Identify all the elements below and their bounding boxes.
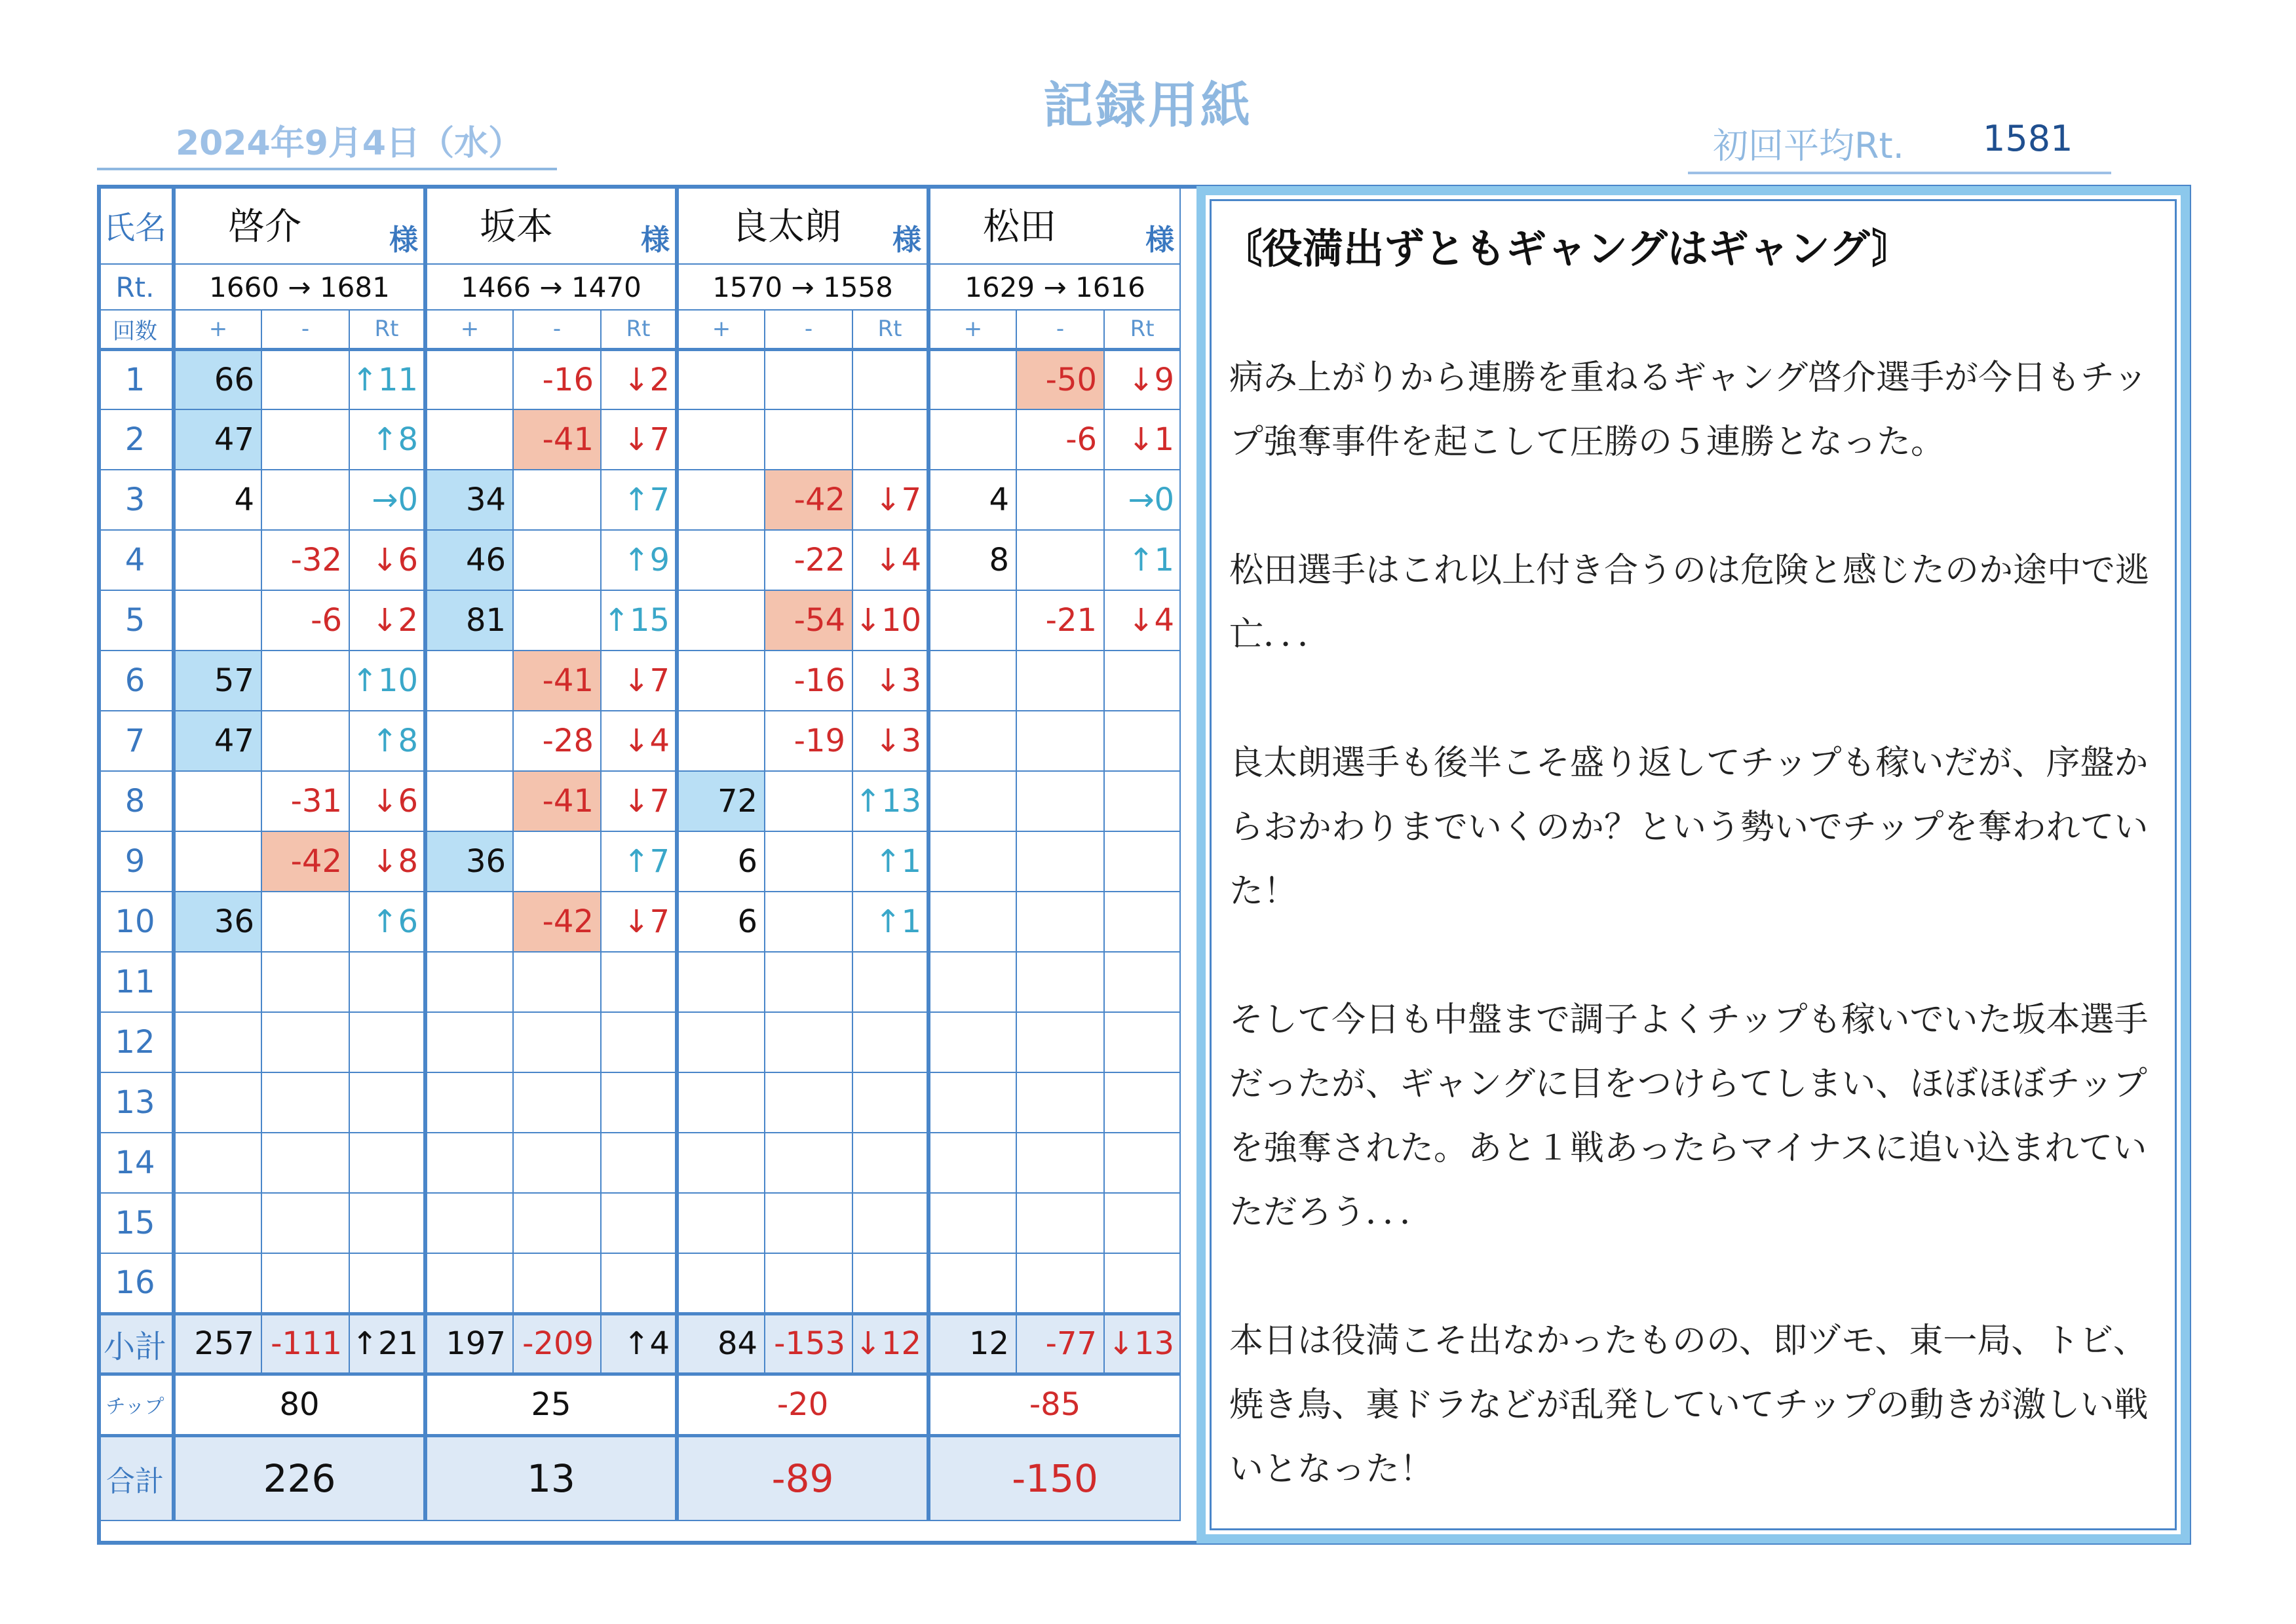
comment-paragraph: 良太朗選手も後半こそ盛り返してチップも稼いだが、序盤からおかわりまでいくのか？という勢いでチップを奪われていた！ bbox=[1229, 744, 2149, 911]
rating-change: ↑6 bbox=[349, 892, 425, 952]
plus-score bbox=[928, 952, 1016, 1012]
subtotal-minus: -153 bbox=[765, 1313, 852, 1374]
minus-column-header: - bbox=[1016, 310, 1104, 349]
rating-change: ↑9 bbox=[601, 530, 677, 590]
minus-score: -6 bbox=[261, 590, 349, 651]
rating-change bbox=[601, 952, 677, 1012]
rating-change: ↓4 bbox=[601, 711, 677, 771]
subtotal-minus: -111 bbox=[261, 1313, 349, 1374]
plus-score bbox=[677, 1253, 765, 1313]
chip-value: 80 bbox=[174, 1374, 425, 1435]
rating-change: ↓6 bbox=[349, 530, 425, 590]
rating-change: ↑8 bbox=[349, 409, 425, 470]
rating-change bbox=[1104, 1012, 1180, 1072]
plus-score bbox=[174, 771, 261, 831]
round-number: 10 bbox=[98, 892, 174, 952]
rating-change: ↑7 bbox=[601, 470, 677, 530]
plus-score bbox=[677, 349, 765, 409]
plus-score bbox=[677, 1193, 765, 1253]
record-date: 2024年9月4日（水） bbox=[176, 124, 523, 163]
subtotal-plus: 84 bbox=[677, 1313, 765, 1374]
plus-score bbox=[425, 651, 513, 711]
rating-change bbox=[349, 1133, 425, 1193]
comment-paragraph: 本日は役満こそ出なかったものの、即ヅモ、東一局、トビ、焼き鳥、裏ドラなどが乱発していてチップの動きが激しい戦いとなった！ bbox=[1229, 1321, 2149, 1489]
plus-score bbox=[174, 1072, 261, 1133]
round-number: 6 bbox=[98, 651, 174, 711]
plus-score bbox=[928, 711, 1016, 771]
player-name-cell bbox=[928, 185, 1180, 264]
plus-score: 47 bbox=[174, 409, 261, 470]
plus-score bbox=[174, 1193, 261, 1253]
minus-score bbox=[261, 349, 349, 409]
table-row bbox=[98, 590, 1180, 651]
minus-score bbox=[261, 651, 349, 711]
minus-score: -42 bbox=[765, 470, 852, 530]
minus-score bbox=[1016, 771, 1104, 831]
subtotal-minus: -209 bbox=[513, 1313, 601, 1374]
minus-score bbox=[765, 1133, 852, 1193]
plus-score: 36 bbox=[174, 892, 261, 952]
plus-score bbox=[425, 892, 513, 952]
minus-score bbox=[261, 1133, 349, 1193]
plus-score bbox=[677, 409, 765, 470]
plus-score bbox=[928, 1012, 1016, 1072]
table-row bbox=[98, 831, 1180, 892]
plus-score bbox=[677, 1133, 765, 1193]
round-number: 14 bbox=[98, 1133, 174, 1193]
plus-score bbox=[174, 530, 261, 590]
minus-score bbox=[513, 1253, 601, 1313]
rating-change bbox=[1104, 1193, 1180, 1253]
games-header: 回数 bbox=[98, 310, 174, 349]
minus-score bbox=[261, 952, 349, 1012]
score-table bbox=[97, 185, 1181, 1521]
rating-change bbox=[1104, 952, 1180, 1012]
round-number: 7 bbox=[98, 711, 174, 771]
player-name-cell bbox=[677, 185, 928, 264]
rating-change bbox=[1104, 1253, 1180, 1313]
rating-change: ↓8 bbox=[349, 831, 425, 892]
plus-score bbox=[677, 1012, 765, 1072]
plus-score bbox=[928, 1253, 1016, 1313]
plus-score bbox=[425, 1072, 513, 1133]
plus-score: 47 bbox=[174, 711, 261, 771]
rating-change bbox=[1104, 831, 1180, 892]
minus-score bbox=[1016, 1012, 1104, 1072]
plus-score bbox=[425, 952, 513, 1012]
table-row bbox=[98, 470, 1180, 530]
round-number: 2 bbox=[98, 409, 174, 470]
player-name: 啓介 bbox=[228, 206, 301, 248]
rating-change: ↑1 bbox=[852, 892, 928, 952]
chip-value: -20 bbox=[677, 1374, 928, 1435]
minus-score bbox=[765, 1012, 852, 1072]
plus-score bbox=[425, 409, 513, 470]
comment-paragraph: そして今日も中盤まで調子よくチップも稼いでいた坂本選手だったが、ギャングに目をつけらてしまい、ほぼほぼチップを強奪された。あと１戦あったらマイナスに追い込まれていただろう．．． bbox=[1229, 1000, 2149, 1232]
minus-score bbox=[513, 952, 601, 1012]
rating-change bbox=[1104, 771, 1180, 831]
plus-score: 72 bbox=[677, 771, 765, 831]
minus-score bbox=[765, 1072, 852, 1133]
minus-score: -16 bbox=[765, 651, 852, 711]
minus-score bbox=[261, 1072, 349, 1133]
subtotal-header: 小計 bbox=[98, 1313, 174, 1374]
rating-change: ↑11 bbox=[349, 349, 425, 409]
minus-score bbox=[1016, 470, 1104, 530]
rt-column-header: Rt bbox=[601, 310, 677, 349]
total-value: 226 bbox=[174, 1435, 425, 1520]
rating-change: ↑7 bbox=[601, 831, 677, 892]
minus-score bbox=[765, 349, 852, 409]
round-number: 15 bbox=[98, 1193, 174, 1253]
player-name: 坂本 bbox=[480, 206, 554, 248]
player-name: 良太朗 bbox=[731, 206, 842, 248]
plus-score bbox=[425, 1133, 513, 1193]
player-rating: 1629 → 1616 bbox=[928, 264, 1180, 310]
round-number: 11 bbox=[98, 952, 174, 1012]
minus-score: -50 bbox=[1016, 349, 1104, 409]
rating-change bbox=[349, 1253, 425, 1313]
table-row bbox=[98, 952, 1180, 1012]
plus-column-header: + bbox=[928, 310, 1016, 349]
minus-score bbox=[261, 1193, 349, 1253]
rt-column-header: Rt bbox=[349, 310, 425, 349]
minus-score bbox=[513, 1012, 601, 1072]
rating-change: →0 bbox=[1104, 470, 1180, 530]
rating-change: ↓2 bbox=[601, 349, 677, 409]
rating-change: ↓7 bbox=[601, 409, 677, 470]
round-number: 3 bbox=[98, 470, 174, 530]
comment-title: 〘役満出ずともギャングはギャング〙 bbox=[1221, 225, 1913, 273]
minus-score bbox=[765, 409, 852, 470]
plus-score: 57 bbox=[174, 651, 261, 711]
plus-score bbox=[174, 590, 261, 651]
rating-change: ↓9 bbox=[1104, 349, 1180, 409]
subtotal-plus: 197 bbox=[425, 1313, 513, 1374]
plus-score bbox=[928, 1193, 1016, 1253]
plus-score bbox=[425, 349, 513, 409]
minus-score: -42 bbox=[513, 892, 601, 952]
minus-score bbox=[765, 1193, 852, 1253]
rating-change bbox=[1104, 651, 1180, 711]
table-row bbox=[98, 530, 1180, 590]
minus-score bbox=[261, 892, 349, 952]
round-number: 12 bbox=[98, 1012, 174, 1072]
minus-score bbox=[1016, 831, 1104, 892]
table-row bbox=[98, 711, 1180, 771]
minus-score bbox=[765, 892, 852, 952]
minus-score bbox=[261, 1253, 349, 1313]
table-row bbox=[98, 771, 1180, 831]
rating-change: →0 bbox=[349, 470, 425, 530]
minus-score: -28 bbox=[513, 711, 601, 771]
round-number: 5 bbox=[98, 590, 174, 651]
rating-change: ↓7 bbox=[601, 892, 677, 952]
subtotal-minus: -77 bbox=[1016, 1313, 1104, 1374]
plus-score bbox=[928, 651, 1016, 711]
minus-score: -22 bbox=[765, 530, 852, 590]
minus-score: -31 bbox=[261, 771, 349, 831]
name-header: 氏名 bbox=[98, 185, 174, 264]
plus-score bbox=[174, 1133, 261, 1193]
minus-score: -19 bbox=[765, 711, 852, 771]
minus-column-header: - bbox=[261, 310, 349, 349]
chip-header: チップ bbox=[98, 1374, 174, 1435]
rating-change: ↑1 bbox=[852, 831, 928, 892]
rating-change bbox=[1104, 892, 1180, 952]
rating-change bbox=[1104, 1133, 1180, 1193]
plus-score bbox=[677, 470, 765, 530]
plus-score bbox=[928, 1133, 1016, 1193]
plus-score bbox=[928, 349, 1016, 409]
rating-change bbox=[852, 1193, 928, 1253]
rating-change bbox=[601, 1253, 677, 1313]
honorific-sama: 様 bbox=[641, 223, 670, 257]
comment-panel bbox=[1196, 186, 2190, 1543]
rating-change: ↑10 bbox=[349, 651, 425, 711]
minus-score bbox=[513, 1072, 601, 1133]
round-number: 4 bbox=[98, 530, 174, 590]
minus-score bbox=[1016, 1072, 1104, 1133]
chip-value: -85 bbox=[928, 1374, 1180, 1435]
rating-change: ↓4 bbox=[1104, 590, 1180, 651]
plus-score bbox=[677, 952, 765, 1012]
minus-score: -41 bbox=[513, 651, 601, 711]
plus-column-header: + bbox=[677, 310, 765, 349]
rating-change bbox=[601, 1193, 677, 1253]
table-row bbox=[98, 409, 1180, 470]
rating-change bbox=[852, 409, 928, 470]
minus-score bbox=[765, 952, 852, 1012]
rating-change bbox=[349, 1072, 425, 1133]
rating-change: ↓3 bbox=[852, 711, 928, 771]
rating-header: Rt. bbox=[98, 264, 174, 310]
minus-score bbox=[1016, 892, 1104, 952]
table-row bbox=[98, 1253, 1180, 1313]
player-rating: 1466 → 1470 bbox=[425, 264, 677, 310]
player-name-cell bbox=[425, 185, 677, 264]
comment-body bbox=[1229, 346, 2160, 1566]
table-row bbox=[98, 1133, 1180, 1193]
plus-score bbox=[174, 831, 261, 892]
minus-score bbox=[513, 1133, 601, 1193]
plus-score bbox=[928, 892, 1016, 952]
date-underline bbox=[97, 168, 557, 170]
minus-score bbox=[1016, 1133, 1104, 1193]
player-rating: 1570 → 1558 bbox=[677, 264, 928, 310]
rating-change: ↓7 bbox=[852, 470, 928, 530]
plus-score bbox=[677, 711, 765, 771]
rt-column-header: Rt bbox=[852, 310, 928, 349]
table-row bbox=[98, 1072, 1180, 1133]
minus-score bbox=[1016, 1253, 1104, 1313]
table-row bbox=[98, 1193, 1180, 1253]
total-value: -89 bbox=[677, 1435, 928, 1520]
minus-score bbox=[1016, 1193, 1104, 1253]
plus-score bbox=[425, 711, 513, 771]
rating-change bbox=[852, 349, 928, 409]
total-value: 13 bbox=[425, 1435, 677, 1520]
plus-score bbox=[677, 651, 765, 711]
subtotal-plus: 257 bbox=[174, 1313, 261, 1374]
minus-score bbox=[261, 470, 349, 530]
plus-score: 46 bbox=[425, 530, 513, 590]
minus-score bbox=[765, 771, 852, 831]
minus-score bbox=[513, 590, 601, 651]
rating-change: ↑13 bbox=[852, 771, 928, 831]
rating-change: ↓4 bbox=[852, 530, 928, 590]
plus-score bbox=[928, 409, 1016, 470]
rating-change bbox=[852, 1072, 928, 1133]
honorific-sama: 様 bbox=[389, 223, 419, 257]
plus-score: 4 bbox=[928, 470, 1016, 530]
minus-score: -42 bbox=[261, 831, 349, 892]
minus-score: -32 bbox=[261, 530, 349, 590]
minus-score bbox=[1016, 952, 1104, 1012]
round-number: 13 bbox=[98, 1072, 174, 1133]
plus-score bbox=[677, 530, 765, 590]
rating-change: ↓6 bbox=[349, 771, 425, 831]
total-header: 合計 bbox=[98, 1435, 174, 1520]
plus-score: 4 bbox=[174, 470, 261, 530]
plus-score bbox=[677, 1072, 765, 1133]
plus-column-header: + bbox=[174, 310, 261, 349]
subtotal-plus: 12 bbox=[928, 1313, 1016, 1374]
rating-change: ↓7 bbox=[601, 651, 677, 711]
rating-change bbox=[349, 1012, 425, 1072]
player-rating: 1660 → 1681 bbox=[174, 264, 425, 310]
comment-paragraph: 松田選手はこれ以上付き合うのは危険と感じたのか途中で逃亡．．． bbox=[1229, 551, 2150, 654]
rating-change: ↑8 bbox=[349, 711, 425, 771]
rating-change bbox=[1104, 711, 1180, 771]
minus-score: -6 bbox=[1016, 409, 1104, 470]
minus-score bbox=[261, 1012, 349, 1072]
round-number: 16 bbox=[98, 1253, 174, 1313]
rating-change: ↓7 bbox=[601, 771, 677, 831]
minus-score bbox=[765, 831, 852, 892]
minus-score bbox=[261, 711, 349, 771]
minus-score: -41 bbox=[513, 771, 601, 831]
plus-score: 8 bbox=[928, 530, 1016, 590]
honorific-sama: 様 bbox=[892, 223, 922, 257]
chip-value: 25 bbox=[425, 1374, 677, 1435]
minus-score: -16 bbox=[513, 349, 601, 409]
minus-score: -54 bbox=[765, 590, 852, 651]
rt-column-header: Rt bbox=[1104, 310, 1180, 349]
plus-score bbox=[928, 590, 1016, 651]
plus-score bbox=[425, 1193, 513, 1253]
rating-change bbox=[601, 1072, 677, 1133]
initial-average-label: 初回平均Rt. bbox=[1713, 125, 1904, 166]
plus-score: 81 bbox=[425, 590, 513, 651]
plus-score bbox=[425, 1012, 513, 1072]
rating-change bbox=[349, 1193, 425, 1253]
rating-change: ↓1 bbox=[1104, 409, 1180, 470]
plus-score: 34 bbox=[425, 470, 513, 530]
subtotal-rating-change: ↓12 bbox=[852, 1313, 928, 1374]
plus-score bbox=[425, 771, 513, 831]
plus-score bbox=[928, 831, 1016, 892]
total-value: -150 bbox=[928, 1435, 1180, 1520]
minus-score bbox=[513, 470, 601, 530]
rating-change: ↓3 bbox=[852, 651, 928, 711]
rating-change: ↓2 bbox=[349, 590, 425, 651]
plus-score: 36 bbox=[425, 831, 513, 892]
minus-score bbox=[1016, 711, 1104, 771]
player-name: 松田 bbox=[983, 206, 1057, 248]
plus-score bbox=[928, 1072, 1016, 1133]
plus-score bbox=[174, 1253, 261, 1313]
player-name-cell bbox=[174, 185, 425, 264]
minus-column-header: - bbox=[513, 310, 601, 349]
subtotal-rating-change: ↑21 bbox=[349, 1313, 425, 1374]
plus-column-header: + bbox=[425, 310, 513, 349]
comment-paragraph: 病み上がりから連勝を重ねるギャング啓介選手が今日もチップ強奪事件を起こして圧勝の５連勝となった。 bbox=[1229, 358, 2148, 462]
rating-change: ↓10 bbox=[852, 590, 928, 651]
plus-score bbox=[677, 590, 765, 651]
round-number: 8 bbox=[98, 771, 174, 831]
minus-score: -41 bbox=[513, 409, 601, 470]
rating-change bbox=[601, 1133, 677, 1193]
minus-score bbox=[1016, 651, 1104, 711]
minus-score bbox=[261, 409, 349, 470]
subtotal-rating-change: ↑4 bbox=[601, 1313, 677, 1374]
rating-change bbox=[852, 952, 928, 1012]
rating-change bbox=[852, 1253, 928, 1313]
minus-score bbox=[1016, 530, 1104, 590]
rating-change bbox=[852, 1133, 928, 1193]
rating-change: ↑15 bbox=[601, 590, 677, 651]
table-row bbox=[98, 892, 1180, 952]
plus-score bbox=[174, 952, 261, 1012]
subtotal-rating-change: ↓13 bbox=[1104, 1313, 1180, 1374]
table-row bbox=[98, 651, 1180, 711]
table-row bbox=[98, 1012, 1180, 1072]
initial-average-value: 1581 bbox=[1983, 118, 2073, 159]
plus-score: 66 bbox=[174, 349, 261, 409]
minus-score bbox=[513, 831, 601, 892]
plus-score bbox=[425, 1253, 513, 1313]
table-row bbox=[98, 349, 1180, 409]
average-underline bbox=[1688, 172, 2111, 174]
plus-score bbox=[174, 1012, 261, 1072]
rating-change bbox=[349, 952, 425, 1012]
minus-score bbox=[513, 530, 601, 590]
minus-column-header: - bbox=[765, 310, 852, 349]
plus-score: 6 bbox=[677, 892, 765, 952]
honorific-sama: 様 bbox=[1145, 223, 1175, 257]
page-title: 記録用紙 bbox=[1043, 76, 1253, 134]
minus-score: -21 bbox=[1016, 590, 1104, 651]
rating-change bbox=[1104, 1072, 1180, 1133]
rating-change: ↑1 bbox=[1104, 530, 1180, 590]
minus-score bbox=[513, 1193, 601, 1253]
minus-score bbox=[765, 1253, 852, 1313]
plus-score bbox=[928, 771, 1016, 831]
round-number: 9 bbox=[98, 831, 174, 892]
rating-change bbox=[601, 1012, 677, 1072]
plus-score: 6 bbox=[677, 831, 765, 892]
round-number: 1 bbox=[98, 349, 174, 409]
rating-change bbox=[852, 1012, 928, 1072]
